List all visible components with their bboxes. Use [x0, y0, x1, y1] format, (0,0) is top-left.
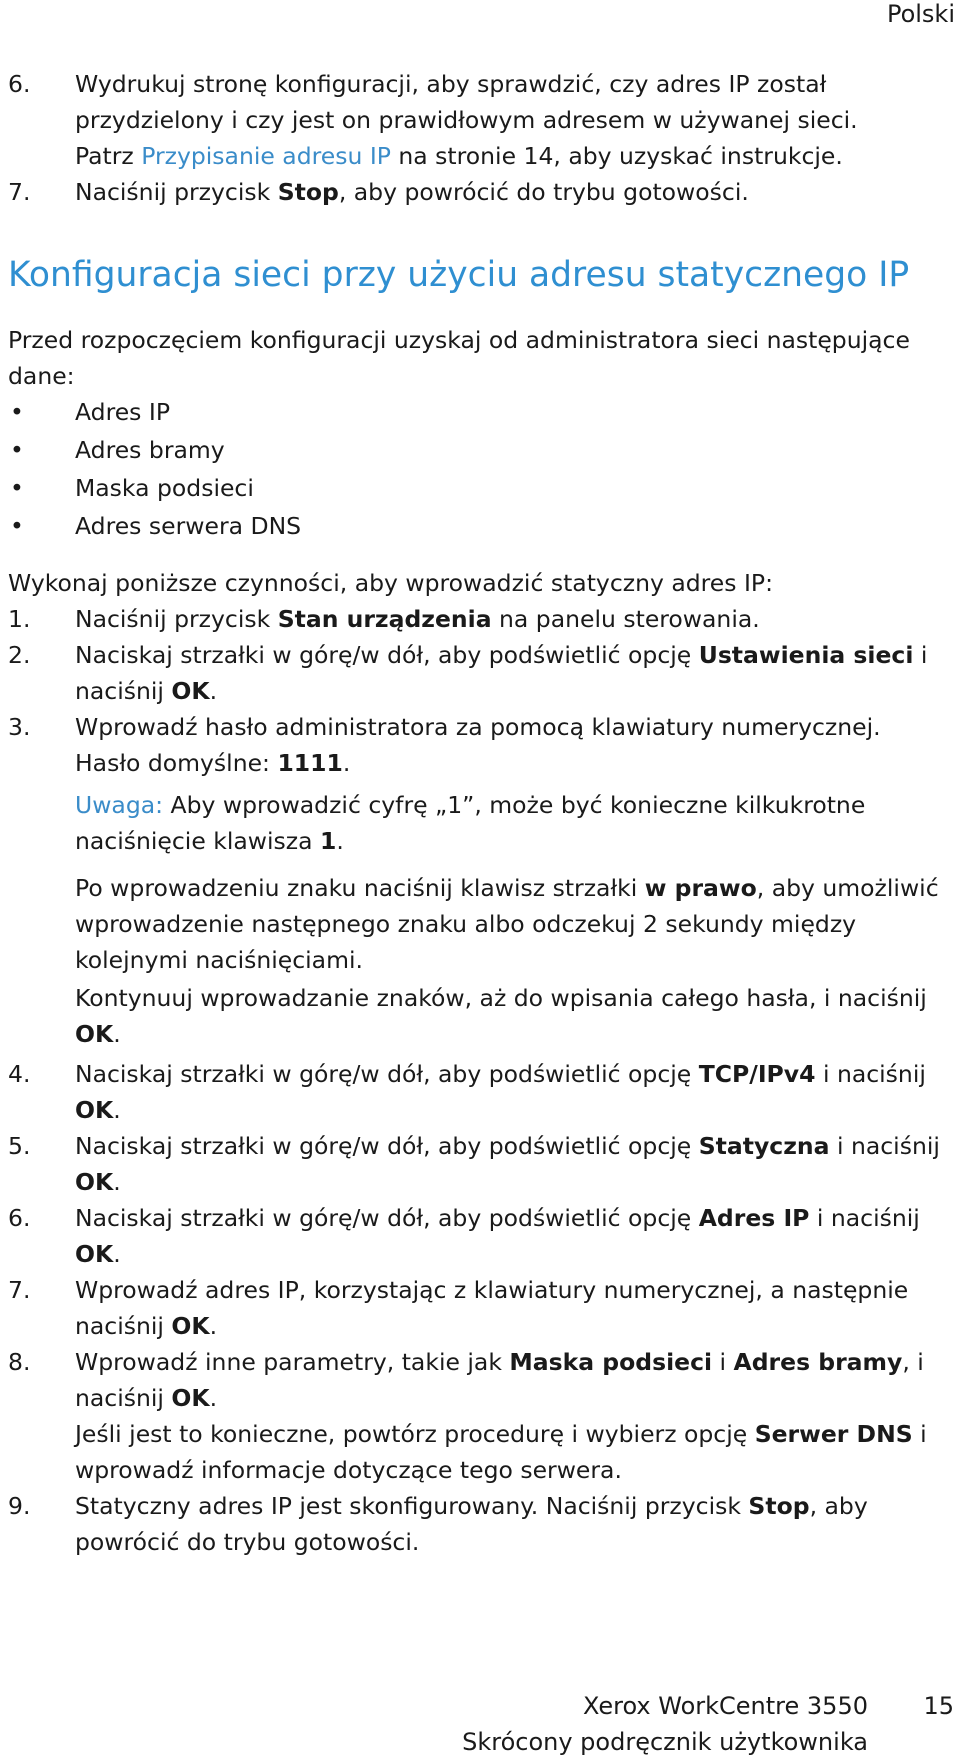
step-number: 4. — [8, 1060, 31, 1088]
step-text: Naciśnij przycisk Stop, aby powrócić do trybu gotowości. — [75, 178, 749, 206]
section-title: Konfiguracja sieci przy użyciu adresu statycznego IP — [8, 255, 910, 295]
page-number: 15 — [923, 1692, 954, 1720]
language-label: Polski — [886, 0, 955, 28]
bullet-item: • Adres serwera DNS — [10, 512, 302, 540]
list-item: 3. Wprowadź hasło administratora za pomocą klawiatury numerycznej. Hasło domyślne: 1111. — [8, 709, 954, 781]
link-przypisanie-adresu-ip[interactable]: Przypisanie adresu IP — [141, 142, 391, 170]
lead-text: Wykonaj poniższe czynności, aby wprowadzić statyczny adres IP: — [8, 569, 774, 597]
step-number: 6. — [8, 1204, 31, 1232]
step-line: Wydrukuj stronę konfiguracji, aby sprawdzić, czy adres IP został — [75, 70, 827, 98]
list-item: 6. Naciskaj strzałki w górę/w dół, aby podświetlić opcję Adres IP i naciśnij OK. — [8, 1200, 954, 1272]
step-number: 6. — [8, 70, 31, 98]
step-number: 7. — [8, 1276, 31, 1304]
footer-product: Xerox WorkCentre 3550 — [583, 1692, 868, 1720]
paragraph: Kontynuuj wprowadzanie znaków, aż do wpisania całego hasła, i naciśnij OK. — [75, 984, 927, 1048]
step-number: 5. — [8, 1132, 31, 1160]
intro-line: Przed rozpoczęciem konfiguracji uzyskaj od administratora sieci następujące — [8, 326, 910, 354]
step-number: 1. — [8, 605, 31, 633]
list-item: 5. Naciskaj strzałki w górę/w dół, aby podświetlić opcję Statyczna i naciśnij OK. — [8, 1128, 954, 1200]
list-item: 2. Naciskaj strzałki w górę/w dół, aby podświetlić opcję Ustawienia sieci i naciśnij OK. — [8, 637, 954, 709]
list-item — [8, 174, 954, 210]
step-line: Patrz Przypisanie adresu IP na stronie 14, aby uzyskać instrukcje. — [75, 142, 843, 170]
note-label: Uwaga: — [75, 791, 164, 819]
bullet-item: • Maska podsieci — [10, 474, 254, 502]
step-line: przydzielony i czy jest on prawidłowym adresem w używanej sieci. — [75, 106, 858, 134]
step-number: 9. — [8, 1492, 31, 1520]
step-number: 8. — [8, 1348, 31, 1376]
step-number: 2. — [8, 641, 31, 669]
steps-list — [8, 601, 954, 781]
list-item: 7. Wprowadź adres IP, korzystając z klawiatury numerycznej, a następnie naciśnij OK. — [8, 1272, 954, 1344]
step-text — [75, 66, 954, 174]
paragraph: Po wprowadzeniu znaku naciśnij klawisz strzałki w prawo, aby umożliwić wprowadzenie następnego znaku albo odczekuj 2 sekundy między kolejnymi naciśnięciami. — [75, 874, 939, 974]
bullet-item: • Adres IP — [10, 398, 170, 426]
step-number: 3. — [8, 713, 31, 741]
steps-list-continued — [8, 1056, 954, 1560]
top-steps — [8, 66, 954, 210]
note: Uwaga: Aby wprowadzić cyfrę „1”, może być konieczne kilkukrotne naciśnięcie klawisza 1. — [75, 791, 866, 855]
step-number: 7. — [8, 178, 31, 206]
list-item: 8. Wprowadź inne parametry, takie jak Maska podsieci i Adres bramy, i naciśnij OK. Jeśli jest to konieczne, powtórz procedurę i wybierz opcję Serwer DNS i wprowadź informacje dotyczące tego serwera. — [8, 1344, 954, 1488]
list-item: 1. Naciśnij przycisk Stan urządzenia na panelu sterowania. — [8, 601, 954, 637]
intro-line: dane: — [8, 362, 75, 390]
intro — [8, 322, 954, 546]
bullet-item: • Adres bramy — [10, 436, 225, 464]
list-item — [8, 66, 954, 174]
list-item: 4. Naciskaj strzałki w górę/w dół, aby podświetlić opcję TCP/IPv4 i naciśnij OK. — [8, 1056, 954, 1128]
list-item: 9. Statyczny adres IP jest skonfigurowany. Naciśnij przycisk Stop, aby powrócić do trybu gotowości. — [8, 1488, 954, 1560]
footer-guide: Skrócony podręcznik użytkownika — [462, 1728, 868, 1756]
